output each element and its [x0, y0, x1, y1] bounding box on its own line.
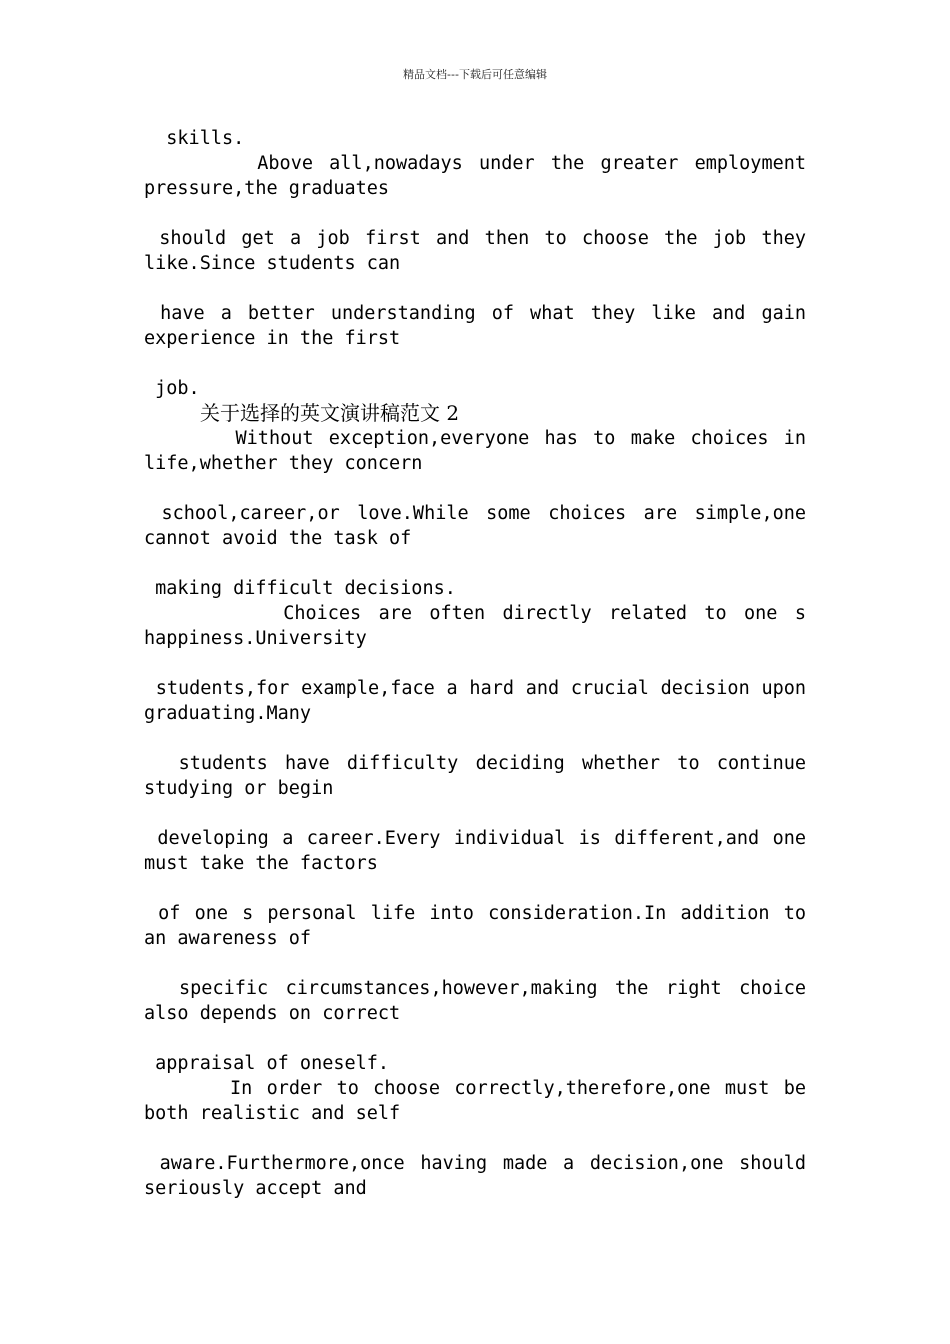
text-line: happiness.University	[144, 628, 367, 649]
text-line: studying or begin	[144, 778, 334, 799]
paragraph-gap	[144, 351, 806, 376]
text-line: making difficult decisions.	[144, 578, 456, 599]
paragraph-gap	[144, 476, 806, 501]
text-line: pressure,the graduates	[144, 178, 390, 199]
paragraph-gap	[144, 1026, 806, 1051]
text-line: students have difficulty deciding whether to continue	[144, 753, 806, 774]
text-line: Choices are often directly related to one s	[144, 603, 806, 624]
section-heading: 关于选择的英文演讲稿范文 2	[200, 401, 460, 425]
text-line: like.Since students can	[144, 253, 401, 274]
text-line: have a better understanding of what they like and gain	[144, 303, 806, 324]
document-body	[144, 126, 806, 1201]
text-line: of one s personal life into consideration.In addition to	[144, 903, 806, 924]
text-line: appraisal of oneself.	[144, 1053, 390, 1074]
text-line: seriously accept and	[144, 1178, 367, 1199]
text-line: both realistic and self	[144, 1103, 401, 1124]
text-line: an awareness of	[144, 928, 312, 949]
paragraph-gap	[144, 276, 806, 301]
paragraph-gap	[144, 726, 806, 751]
text-line: specific circumstances,however,making the right choice	[144, 978, 806, 999]
text-line: must take the factors	[144, 853, 378, 874]
text-line: school,career,or love.While some choices are simple,one	[144, 503, 806, 524]
page-header: 精品文档---下载后可任意编辑	[403, 68, 547, 81]
text-line: experience in the first	[144, 328, 401, 349]
paragraph-gap	[144, 1126, 806, 1151]
text-line: also depends on correct	[144, 1003, 401, 1024]
paragraph-gap	[144, 651, 806, 676]
text-line: should get a job first and then to choose the job they	[144, 228, 806, 249]
text-line: In order to choose correctly,therefore,one must be	[144, 1078, 806, 1099]
paragraph-gap	[144, 801, 806, 826]
text-line: life,whether they concern	[144, 453, 423, 474]
text-line: developing a career.Every individual is different,and one	[144, 828, 806, 849]
paragraph-gap	[144, 201, 806, 226]
text-line: Above all,nowadays under the greater employment	[144, 153, 806, 174]
text-line: cannot avoid the task of	[144, 528, 412, 549]
text-line: skills.	[144, 128, 245, 149]
text-line: graduating.Many	[144, 703, 312, 724]
paragraph-gap	[144, 551, 806, 576]
paragraph-gap	[144, 951, 806, 976]
paragraph-gap	[144, 876, 806, 901]
text-line: job.	[144, 378, 200, 399]
text-line: Without exception,everyone has to make choices in	[144, 428, 806, 449]
text-line: aware.Furthermore,once having made a decision,one should	[144, 1153, 806, 1174]
text-line: students,for example,face a hard and crucial decision upon	[144, 678, 806, 699]
